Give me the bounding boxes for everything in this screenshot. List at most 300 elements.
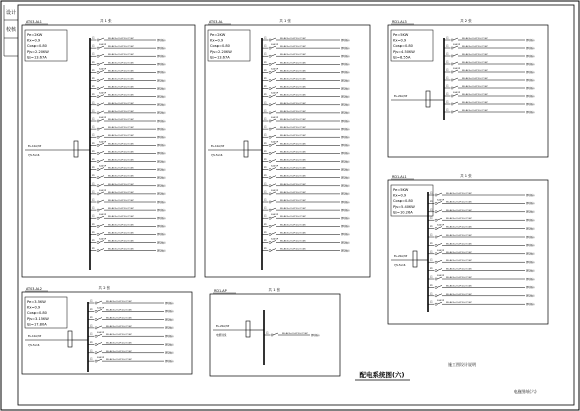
- phase-label: L1: [446, 52, 449, 56]
- phase-label: L1: [92, 68, 95, 72]
- phase-label: L1: [92, 77, 95, 80]
- load-label: 照明插座: [526, 286, 535, 290]
- breaker-blade: [271, 70, 276, 72]
- phase-label: L1: [430, 216, 433, 220]
- breaker-blade: [97, 334, 102, 336]
- breaker-contact: [269, 201, 271, 203]
- cable-spec: WL-BV-3x2.5-PC20-CC-WC: [108, 159, 135, 162]
- param-text: Pe=3.5KW: [27, 300, 46, 304]
- phase-label: L1: [264, 166, 267, 170]
- cable-spec: WL-BV-3x2.5-PC20-CC-WC: [446, 277, 473, 279]
- load-label: 照明插座: [157, 144, 166, 148]
- breaker-blade: [99, 46, 104, 48]
- main-breaker: [244, 141, 248, 157]
- load-label: 照明插座: [157, 55, 166, 58]
- breaker-contact: [97, 225, 99, 227]
- phase-label: L1: [264, 117, 267, 121]
- phase-label: L1: [430, 250, 433, 254]
- main-switch-label: EL-20A/3P: [394, 255, 408, 258]
- cable-spec: WL-BV-3x2.5-PC20-CC-WC: [446, 302, 473, 305]
- breaker-contact: [269, 112, 271, 114]
- param-text: Cosφ=0.80: [27, 44, 47, 49]
- breaker-contact: [97, 185, 99, 187]
- incoming-label: YJV-5x16: [394, 264, 406, 267]
- phase-label: L1: [430, 267, 433, 271]
- breaker-rating: 32A/1P: [97, 357, 105, 360]
- load-label: 照明插座: [165, 335, 174, 338]
- cable-spec: WL-BV-3x2.5-PC20-CC-WC: [280, 159, 307, 162]
- phase-label: L1: [264, 190, 267, 194]
- breaker-blade: [437, 285, 442, 287]
- phase-label: L1: [446, 84, 449, 88]
- load-label: 照明插座: [157, 160, 166, 164]
- breaker-contact: [269, 241, 271, 243]
- panel-name: AT03-AL2: [26, 287, 42, 291]
- breaker-contact: [435, 303, 437, 305]
- phase-label: L1: [430, 199, 433, 203]
- breaker-rating: 32A/1P: [99, 92, 107, 95]
- breaker-contact: [435, 253, 437, 255]
- breaker-blade: [97, 343, 102, 345]
- breaker-contact: [269, 71, 271, 73]
- breaker-contact: [435, 261, 437, 263]
- breaker-contact: [97, 63, 99, 65]
- breaker-contact: [435, 278, 437, 280]
- breaker-rating: 32A/1P: [271, 68, 279, 71]
- load-label: 照明插座: [526, 210, 535, 214]
- phase-label: L1: [264, 52, 267, 56]
- load-label: 照明插座: [341, 119, 350, 123]
- load-label: 照明插座: [526, 202, 535, 206]
- breaker-blade: [99, 216, 104, 218]
- load-label: 照明插座: [526, 252, 535, 256]
- breaker-contact: [269, 144, 271, 146]
- load-label: 照明插座: [341, 79, 350, 83]
- cable-spec: WL-BV-3x2.5-PC20-CC-WC: [106, 342, 133, 345]
- breaker-blade: [99, 119, 104, 121]
- breaker-contact: [95, 335, 97, 337]
- phase-label: L1: [90, 299, 93, 303]
- load-label: 照明插座: [157, 208, 166, 212]
- breaker-contact: [97, 250, 99, 252]
- param-text: Pjs=3.15KW: [27, 316, 49, 321]
- load-label: 照明插座: [157, 79, 166, 83]
- cable-spec: WL-BV-3x2.5-PC20-CC-WC: [108, 167, 135, 170]
- cable-spec: WL-BV-3x2.5-PC20-CC-WC: [446, 251, 473, 254]
- breaker-blade: [271, 103, 276, 105]
- load-label: 照明插座: [341, 160, 350, 164]
- param-text: Pe=2KW: [210, 33, 226, 37]
- phase-label: L1: [430, 225, 433, 229]
- inner-border: [18, 5, 574, 405]
- breaker-contact: [435, 202, 437, 204]
- breaker-blade: [271, 176, 276, 178]
- load-label: 照明插座: [526, 46, 535, 50]
- breaker-contact: [269, 120, 271, 122]
- phase-label: L1: [264, 36, 267, 40]
- breaker-contact: [435, 228, 437, 230]
- phase-label: L1: [92, 214, 95, 218]
- load-label: 照明插座: [157, 111, 166, 115]
- breaker-blade: [453, 38, 458, 40]
- breaker-contact: [269, 104, 271, 106]
- breaker-rating: 32A/1P: [437, 275, 445, 277]
- cable-spec: WL-BV-3x2.5-PC20-CC-WC: [108, 151, 135, 154]
- phase-label: L1: [92, 133, 95, 137]
- param-text: Pe=2KW: [27, 33, 43, 37]
- breaker-contact: [269, 63, 271, 65]
- breaker-contact: [97, 169, 99, 171]
- incoming-label: YJV-5x16: [28, 344, 40, 347]
- load-label: 照明插座: [157, 200, 166, 204]
- load-label: 照明插座: [165, 359, 174, 363]
- breaker-blade: [271, 208, 276, 210]
- breaker-blade: [271, 111, 276, 113]
- param-text: Ijs=13.67A: [210, 55, 230, 60]
- breaker-contact: [435, 286, 437, 288]
- phase-label: L1: [446, 92, 449, 96]
- breaker-rating: 32A/1P: [99, 214, 107, 217]
- cable-spec: WL-BV-3x2.5-PC20-CC-WC: [108, 224, 135, 227]
- load-label: 照明插座: [341, 55, 350, 58]
- phase-label: L1: [430, 275, 433, 279]
- phase-label: L1: [90, 307, 93, 311]
- breaker-blade: [99, 224, 104, 226]
- cable-spec: WL-BV-3x2.5-PC20-CC-WC: [280, 46, 307, 49]
- load-label: 照明插座: [526, 62, 535, 66]
- breaker-contact: [269, 217, 271, 219]
- breaker-contact: [269, 39, 271, 41]
- breaker-blade: [97, 301, 102, 303]
- phase-label: L1: [90, 349, 93, 353]
- phase-label: L1: [92, 101, 95, 105]
- breaker-contact: [435, 194, 437, 196]
- phase-label: L1: [430, 191, 433, 195]
- cable-spec: WL-BV-3x2.5-PC20-CC-WC: [462, 102, 489, 104]
- breaker-blade: [437, 269, 442, 271]
- breaker-rating: 32A/1P: [271, 141, 279, 144]
- phase-label: L1: [264, 214, 267, 218]
- cable-spec: WL-BV-3x2.5-PC20-CC-WC: [446, 285, 473, 288]
- cable-spec: WL-BV-3x2.5-PC20-CC-WC: [280, 127, 307, 130]
- load-label: 照明插座: [341, 38, 350, 42]
- side-label: 设计: [5, 10, 17, 16]
- load-label: 照明插座: [341, 103, 350, 107]
- breaker-blade: [453, 46, 458, 48]
- phase-label: L1: [92, 60, 95, 64]
- breaker-blade: [99, 249, 104, 251]
- phase-label: L1: [264, 77, 267, 80]
- breaker-contact: [97, 209, 99, 211]
- load-label: 照明插座: [341, 63, 350, 67]
- load-label: 照明插座: [526, 94, 535, 98]
- cable-spec: WL-BV-3x2.5-PC20-CC-WC: [108, 46, 135, 49]
- main-switch-label: EL-10A/3P: [211, 145, 225, 148]
- cable-spec: WL-BV-3x2.5-PC20-CC-WC: [446, 293, 473, 296]
- load-label: 照明插座: [526, 193, 535, 197]
- phase-label: L1: [92, 149, 95, 153]
- param-text: Cosφ=0.80: [393, 199, 413, 204]
- breaker-blade: [99, 54, 104, 56]
- breaker-rating: 32A/1P: [97, 307, 105, 310]
- breaker-blade: [437, 302, 442, 304]
- load-label: 照明插座: [526, 261, 535, 264]
- breaker-blade: [99, 70, 104, 72]
- phase-label: L1: [264, 133, 267, 137]
- load-label: 照明插座: [157, 63, 166, 67]
- breaker-blade: [271, 87, 276, 89]
- load-label: 照明插座: [341, 233, 350, 237]
- panel-name: RD1-AL1: [392, 175, 407, 179]
- load-label: 照明插座: [157, 241, 166, 245]
- phase-label: L1: [264, 206, 267, 210]
- load-label: 照明插座: [157, 127, 166, 131]
- cable-spec: WL-BV-3x2.5-PC20-CC-WC: [280, 54, 307, 57]
- breaker-rating: 32A/1P: [453, 92, 461, 94]
- main-breaker: [413, 251, 417, 267]
- cable-spec: WL-BV-3x2.5-PC20-CC-WC: [108, 248, 135, 251]
- cable-spec: WL-BV-3x2.5-PC20-CC-WC: [106, 359, 133, 362]
- cable-spec: WL-BV-3x2.5-PC20-CC-WC: [108, 135, 135, 138]
- breaker-rating: 32A/1P: [99, 68, 107, 71]
- breaker-rating: 32A/1P: [99, 141, 107, 144]
- breaker-rating: 32A/1P: [437, 249, 445, 252]
- breaker-blade: [271, 160, 276, 162]
- param-text: Kx=0.9: [210, 38, 224, 43]
- param-text: Cosφ=0.80: [27, 311, 47, 316]
- cable-spec: WL-BV-3x2.5-PC20-CC-WC: [446, 209, 473, 212]
- breaker-contact: [435, 270, 437, 272]
- breaker-contact: [269, 136, 271, 138]
- breaker-rating: 32A/1P: [99, 189, 107, 192]
- phase-label: L1: [92, 36, 95, 40]
- phase-label: L1: [92, 158, 95, 161]
- incoming-label: YJV-5x16: [28, 154, 40, 157]
- breaker-blade: [437, 193, 442, 195]
- breaker-blade: [271, 127, 276, 129]
- load-label: 照明插座: [526, 235, 535, 239]
- phase-label: L1: [264, 247, 267, 251]
- main-switch-label: EL-10A/3P: [28, 335, 42, 338]
- breaker-contact: [435, 244, 437, 246]
- main-switch-label: EL-20A/3P: [216, 325, 230, 328]
- load-label: 照明插座: [526, 70, 535, 74]
- phase-label: L1: [92, 166, 95, 170]
- phase-label: L1: [264, 85, 267, 89]
- panel-AT5: [22, 285, 192, 374]
- cable-spec: WL-BV-3x2.5-PC20-CC-WC: [108, 191, 135, 194]
- load-label: 照明插座: [526, 86, 535, 90]
- breaker-contact: [97, 39, 99, 41]
- load-label: 照明插座: [157, 152, 166, 156]
- phase-label: L1: [446, 60, 449, 64]
- cable-spec: WL-BV-3x2.5-PC20-CC-WC: [280, 135, 307, 138]
- load-label: 照明插座: [165, 318, 174, 322]
- breaker-contact: [97, 177, 99, 179]
- cable-spec: WL-BV-3x2.5-PC20-CC-WC: [446, 235, 473, 237]
- breaker-blade: [271, 168, 276, 170]
- breaker-contact: [451, 95, 453, 97]
- sheet-count: 共 1 张: [279, 19, 292, 23]
- cable-spec: WL-BV-3x2.5-PC20-CC-WC: [106, 317, 133, 320]
- cable-spec: WL-BV-3x2.5-PC20-CC-WC: [280, 224, 307, 227]
- breaker-contact: [269, 185, 271, 187]
- load-label: 照明插座: [165, 310, 174, 314]
- breaker-contact: [435, 219, 437, 221]
- breaker-contact: [97, 128, 99, 130]
- breaker-rating: 32A/1P: [271, 238, 279, 241]
- load-label: 照明插座: [341, 192, 350, 196]
- load-label: 照明插座: [341, 71, 350, 75]
- load-label: 照明插座: [157, 136, 166, 139]
- cable-spec: WL-BV-3x2.5-PC20-CC-WC: [446, 226, 473, 229]
- breaker-blade: [437, 260, 442, 262]
- breaker-contact: [269, 55, 271, 57]
- param-text: Kx=0.9: [393, 193, 407, 198]
- breaker-rating: 32A/1P: [437, 199, 445, 202]
- phase-label: L1: [92, 190, 95, 194]
- breaker-blade: [453, 102, 458, 104]
- cable-spec: WL-BV-3x2.5-PC20-CC-WC: [108, 143, 135, 146]
- breaker-blade: [99, 200, 104, 202]
- phase-label: L1: [92, 141, 95, 145]
- panel-name: RD1-AP: [214, 289, 227, 293]
- param-text: Pe=5KW: [393, 33, 409, 37]
- cable-spec: WL-BV-3x2.5-PC20-CC-WC: [108, 78, 135, 81]
- breaker-contact: [95, 352, 97, 354]
- phase-label: L1: [264, 239, 267, 242]
- phase-label: L1: [264, 198, 267, 202]
- cable-spec: WL-BV-3x2.5-PC20-CC-WC: [280, 175, 307, 178]
- load-label: 照明插座: [341, 217, 350, 220]
- breaker-rating: 32A/1P: [99, 165, 107, 168]
- breaker-contact: [95, 319, 97, 321]
- breaker-blade: [99, 160, 104, 162]
- param-text: Kx=0.9: [393, 38, 407, 43]
- param-text: Cosφ=0.80: [210, 44, 230, 49]
- breaker-contact: [269, 96, 271, 98]
- breaker-blade: [97, 326, 102, 328]
- load-label: 照明插座: [526, 244, 535, 248]
- param-text: Pjs=5.40KW: [393, 204, 415, 209]
- param-text: Ijs=8.55A: [393, 55, 411, 60]
- cable-spec: WL-BV-3x2.5-PC20-CC-WC: [108, 127, 135, 130]
- phase-label: L1: [90, 332, 93, 336]
- cable-spec: WL-BV-3x2.5-PC20-CC-WC: [108, 175, 135, 178]
- phase-label: L1: [90, 341, 93, 344]
- sheet-count: 共 1 张: [99, 19, 112, 23]
- cable-spec: WL-BV-3x2.5-PC20-CC-WC: [280, 208, 307, 211]
- cable-spec: WL-BV-3x2.5-PC20-CC-WC: [462, 110, 489, 112]
- phase-label: L1: [264, 44, 267, 48]
- param-text: Pjs=2.20KW: [27, 49, 49, 54]
- breaker-contact: [97, 160, 99, 162]
- load-label: 照明插座: [341, 136, 350, 139]
- load-label: 照明插座: [157, 192, 166, 196]
- panel-frame: [210, 294, 340, 376]
- breaker-blade: [99, 95, 104, 97]
- breaker-blade: [99, 143, 104, 145]
- breaker-rating: 32A/1P: [99, 238, 107, 241]
- phase-label: L1: [446, 100, 449, 104]
- panel-AT2: [205, 18, 370, 277]
- load-label: 照明插座: [157, 119, 166, 123]
- load-label: 照明插座: [526, 269, 535, 273]
- breaker-contact: [269, 225, 271, 227]
- cable-spec: WL-BV-3x2.5-PC20-CC-WC: [280, 110, 307, 113]
- breaker-contact: [435, 295, 437, 297]
- breaker-blade: [271, 192, 276, 194]
- load-label: 照明插座: [341, 241, 350, 245]
- breaker-blade: [437, 277, 442, 279]
- breaker-blade: [271, 79, 276, 81]
- load-label: 照明插座: [341, 176, 350, 180]
- breaker-blade: [437, 235, 442, 237]
- phase-label: L1: [92, 44, 95, 48]
- breaker-rating: 32A/1P: [271, 189, 279, 192]
- breaker-contact: [97, 104, 99, 106]
- breaker-blade: [437, 227, 442, 229]
- load-label: 照明插座: [157, 217, 166, 220]
- breaker-blade: [97, 318, 102, 320]
- phase-label: L1: [264, 222, 267, 226]
- panel-AT1: [22, 18, 195, 277]
- cable-spec: WL-BV-3x2.5-PC20-CC-WC: [280, 70, 307, 73]
- cable-spec: WL-BV-3x2.5-PC20-CC-WC: [446, 243, 473, 246]
- breaker-contact: [97, 233, 99, 235]
- breaker-blade: [99, 135, 104, 137]
- breaker-blade: [437, 294, 442, 296]
- load-label: 照明插座: [526, 303, 535, 306]
- breaker-contact: [451, 103, 453, 105]
- cable-spec: WL-BV-3x2.5-PC20-CC-WC: [462, 94, 489, 96]
- breaker-blade: [271, 224, 276, 226]
- breaker-contact: [95, 343, 97, 345]
- sheet-count: 共 1 张: [268, 288, 281, 292]
- phase-label: L1: [264, 109, 267, 113]
- cable-spec: WL-BV-3x2.5-PC20-CC-WC: [280, 191, 307, 194]
- cable-spec: WL-BV-3x2.5-PC20-CC-WC: [108, 94, 135, 97]
- breaker-blade: [453, 110, 458, 112]
- breaker-contact: [95, 360, 97, 362]
- cable-spec: WL-BV-3x2.5-PC20-CC-WC: [446, 260, 473, 263]
- phase-label: L1: [92, 93, 95, 97]
- phase-label: L1: [92, 85, 95, 89]
- breaker-blade: [99, 192, 104, 194]
- breaker-contact: [97, 152, 99, 154]
- breaker-blade: [99, 232, 104, 234]
- breaker-rating: 32A/1P: [99, 117, 107, 119]
- breaker-rating: 32A/1P: [453, 44, 461, 46]
- breaker-contact: [97, 112, 99, 114]
- panel-name: AT03-AL1: [26, 20, 42, 24]
- phase-label: L1: [430, 208, 433, 212]
- load-label: 照明插座: [157, 87, 166, 91]
- cable-spec: WL-BV-3x2.5-PC20-CC-WC: [280, 216, 307, 219]
- phase-label: L1: [92, 52, 95, 56]
- load-label: 照明插座: [526, 38, 535, 42]
- breaker-blade: [271, 119, 276, 121]
- breaker-contact: [451, 39, 453, 41]
- cable-spec: WL-BV-3x2.5-PC20-CC-WC: [462, 62, 489, 64]
- breaker-contact: [451, 47, 453, 49]
- cable-spec: WL-BV-3x2.5-PC20-CC-WC: [280, 240, 307, 243]
- main-breaker: [246, 321, 250, 337]
- sheet-title: 配电系统图(六): [359, 371, 405, 379]
- breaker-contact: [97, 71, 99, 73]
- breaker-rating: 32A/1P: [453, 68, 461, 70]
- breaker-contact: [271, 334, 273, 336]
